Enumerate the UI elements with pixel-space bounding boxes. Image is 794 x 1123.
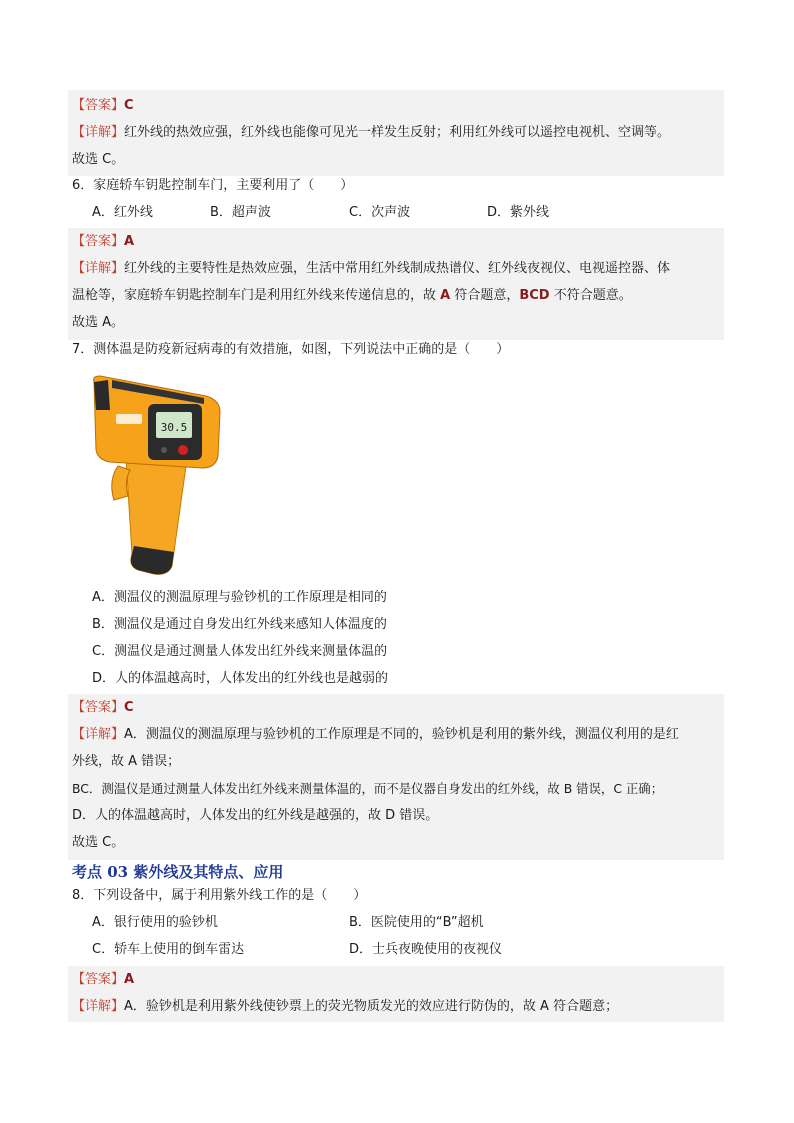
- answer-box-q5: [68, 90, 724, 176]
- q8-option-d: D．士兵夜晚使用的夜视仪: [349, 942, 503, 957]
- answer-ref: A: [440, 288, 451, 303]
- q6-option-c: C．次声波: [349, 205, 411, 220]
- detail-line: [72, 255, 720, 282]
- detail-text: A．测温仪的测温原理与验钞机的工作原理是不同的，验钞机是利用的紫外线，测温仪利用的是红: [124, 727, 679, 742]
- infrared-thermometer-image: [88, 370, 228, 580]
- detail-tag: 【详解】: [72, 261, 125, 276]
- detail-conclusion: 故选 A。: [72, 315, 125, 330]
- q8-option-a: A．银行使用的验钞机: [92, 915, 218, 930]
- q6-option-d: D．紫外线: [487, 205, 550, 220]
- display-reading: 30.5: [160, 421, 188, 434]
- answer-tag: 【答案】: [72, 98, 125, 113]
- detail-text: 不符合题意。: [549, 288, 632, 303]
- q8-option-c: C．轿车上使用的倒车雷达: [92, 942, 245, 957]
- detail-text: 红外线的主要特性是热效应强，生活中常用红外线制成热谱仪、红外线夜视仪、电视遥控器、体: [124, 261, 671, 276]
- answer-value: C: [124, 98, 134, 113]
- answer-line: [72, 228, 720, 255]
- detail-conclusion: 故选 C。: [72, 835, 125, 850]
- answer-line: [72, 92, 720, 119]
- detail-tag: 【详解】: [72, 999, 125, 1014]
- detail-tag: 【详解】: [72, 727, 125, 742]
- detail-conclusion: 故选 C。: [72, 152, 125, 167]
- detail-text: 红外线的热效应强，红外线也能像可见光一样发生反射；利用红外线可以遥控电视机、空调等。: [124, 125, 671, 140]
- q7-option-a: A．测温仪的测温原理与验钞机的工作原理是相同的: [92, 590, 387, 605]
- answer-tag: 【答案】: [72, 972, 125, 987]
- detail-line-4: D．人的体温越高时，人体发出的红外线是越强的，故 D 错误。: [72, 808, 439, 823]
- section-heading: 考点 03 紫外线及其特点、应用: [72, 863, 284, 881]
- answer-value: A: [124, 234, 135, 249]
- q8-option-b: B．医院使用的“B”超机: [349, 915, 484, 930]
- detail-line: [72, 119, 720, 146]
- q7-option-b: B．测温仪是通过自身发出红外线来感知人体温度的: [92, 617, 387, 632]
- answer-box-q7: [68, 694, 724, 860]
- q6-option-a: A．红外线: [92, 205, 153, 220]
- q6-option-b: B．超声波: [210, 205, 271, 220]
- question-6-stem: 6．家庭轿车钥匙控制车门，主要利用了（ ）: [72, 178, 354, 193]
- answer-line: [72, 694, 720, 721]
- detail-line: [72, 721, 720, 748]
- answer-box-q6: [68, 228, 724, 340]
- answer-ref: BCD: [519, 288, 550, 303]
- answer-value: A: [124, 972, 135, 987]
- question-7-stem: 7．测体温是防疫新冠病毒的有效措施，如图，下列说法中正确的是（ ）: [72, 342, 510, 357]
- detail-line-2: 外线，故 A 错误；: [72, 754, 181, 769]
- detail-tag: 【详解】: [72, 125, 125, 140]
- detail-text: A．验钞机是利用紫外线使钞票上的荧光物质发光的效应进行防伪的，故 A 符合题意；: [124, 999, 619, 1014]
- question-8-stem: 8．下列设备中，属于利用紫外线工作的是（ ）: [72, 888, 367, 903]
- answer-tag: 【答案】: [72, 234, 125, 249]
- answer-tag: 【答案】: [72, 700, 125, 715]
- answer-line: [72, 966, 720, 993]
- detail-text: 符合题意，: [450, 288, 520, 303]
- answer-value: C: [124, 700, 134, 715]
- q7-option-d: D．人的体温越高时，人体发出的红外线也是越弱的: [92, 671, 389, 686]
- detail-line-3: BC．测温仪是通过测量人体发出红外线来测量体温的，而不是仪器自身发出的红外线，故 B 错误，C 正确；: [72, 781, 664, 796]
- detail-text: 温枪等，家庭轿车钥匙控制车门是利用红外线来传递信息的，故: [72, 288, 441, 303]
- detail-line-2: [72, 282, 720, 309]
- q7-option-c: C．测温仪是通过测量人体发出红外线来测量体温的: [92, 644, 388, 659]
- detail-line: [72, 993, 720, 1020]
- answer-box-q8: [68, 966, 724, 1022]
